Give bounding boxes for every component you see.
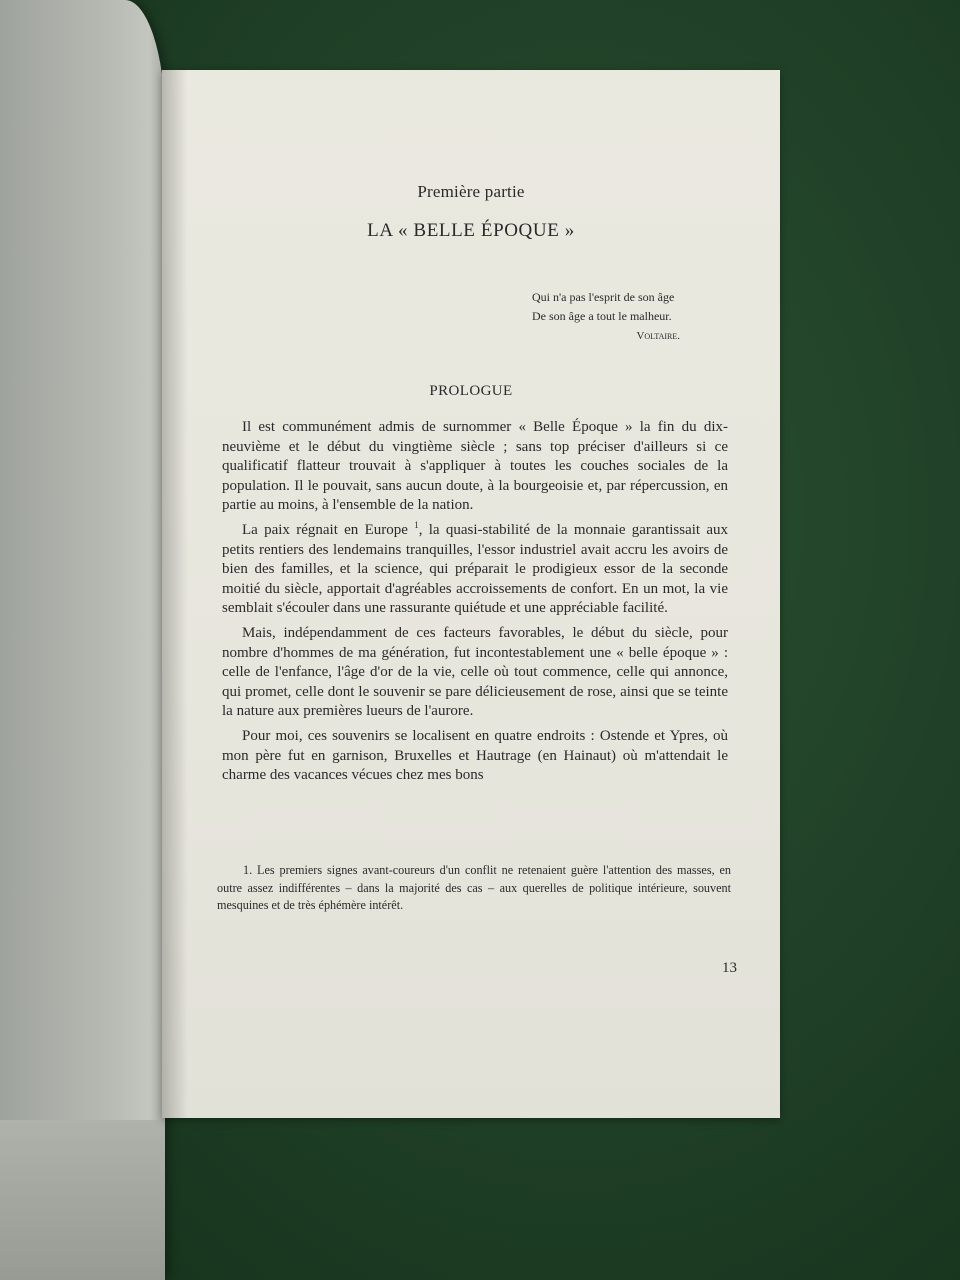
footnote-text: 1. Les premiers signes avant-coureurs d'un conflit ne retenaient guère l'attention des masses, en outre assez indifférentes – dans la majorité des cas – aux querelles de politique intérieure, souvent mesquines et de très éphémère intérêt. [217,863,731,912]
epigraph-line: Qui n'a pas l'esprit de son âge [532,290,675,304]
paragraph: Pour moi, ces souvenirs se localisent en quatre endroits : Ostende et Ypres, où mon père fut en garnison, Bruxelles et Hautrage (en Hainaut) où m'attendait le charme des vacances vécues chez mes bons [222,727,728,784]
paragraph: Il est communément admis de surnommer « Belle Époque » la fin du dix-neuvième et le début du vingtième siècle ; sans top préciser d'ailleurs si ce qualificatif flatteur trouvait à s'appliquer à toutes les couches sociales de la population. Il le pouvait, sans aucun doute, à la bourgeoisie et, par répercussion, en partie au moins, à l'ensemble de la nation. [222,419,728,514]
section-title: PROLOGUE [429,383,513,399]
facing-page [0,0,165,1280]
paragraph-text: La paix régnait en Europe [242,521,408,538]
footnote-reference: 1 [414,519,419,530]
chapter-title: LA « BELLE ÉPOQUE » [367,220,575,241]
footnote [217,862,731,915]
paragraph [222,521,728,619]
part-label: Première partie [417,182,525,201]
epigraph-line: De son âge a tout le malheur. [532,309,672,323]
page-number: 13 [722,960,737,976]
book-page [162,70,780,1118]
facing-page-edge [0,1120,165,1280]
paragraph-text: , la quasi-stabilité de la monnaie garantissait aux petits rentiers des lendemains tranquilles, l'essor industriel avait accru les avoirs de bien des familles, et la science, qui préparait le prodigieux essor de la seconde moitié du siècle, apportait d'agréables accroissements de confort. En un mot, la vie semblait s'écouler dans une rassurante quiétude et une appréciable facilité. [222,521,729,617]
paragraph: Mais, indépendamment de ces facteurs favorables, le début du siècle, pour nombre d'hommes de ma génération, fut incontestablement une « belle époque » : celle de l'enfance, l'âge d'or de la vie, celle où tout commence, celle qui annonce, qui promet, celle dont le souvenir se pare délicieusement de rose, ainsi que se teinte la nature aux premières lueurs de l'aurore. [222,624,728,720]
body-text [222,418,728,791]
epigraph [532,288,762,346]
epigraph-author: Voltaire. [636,330,680,342]
